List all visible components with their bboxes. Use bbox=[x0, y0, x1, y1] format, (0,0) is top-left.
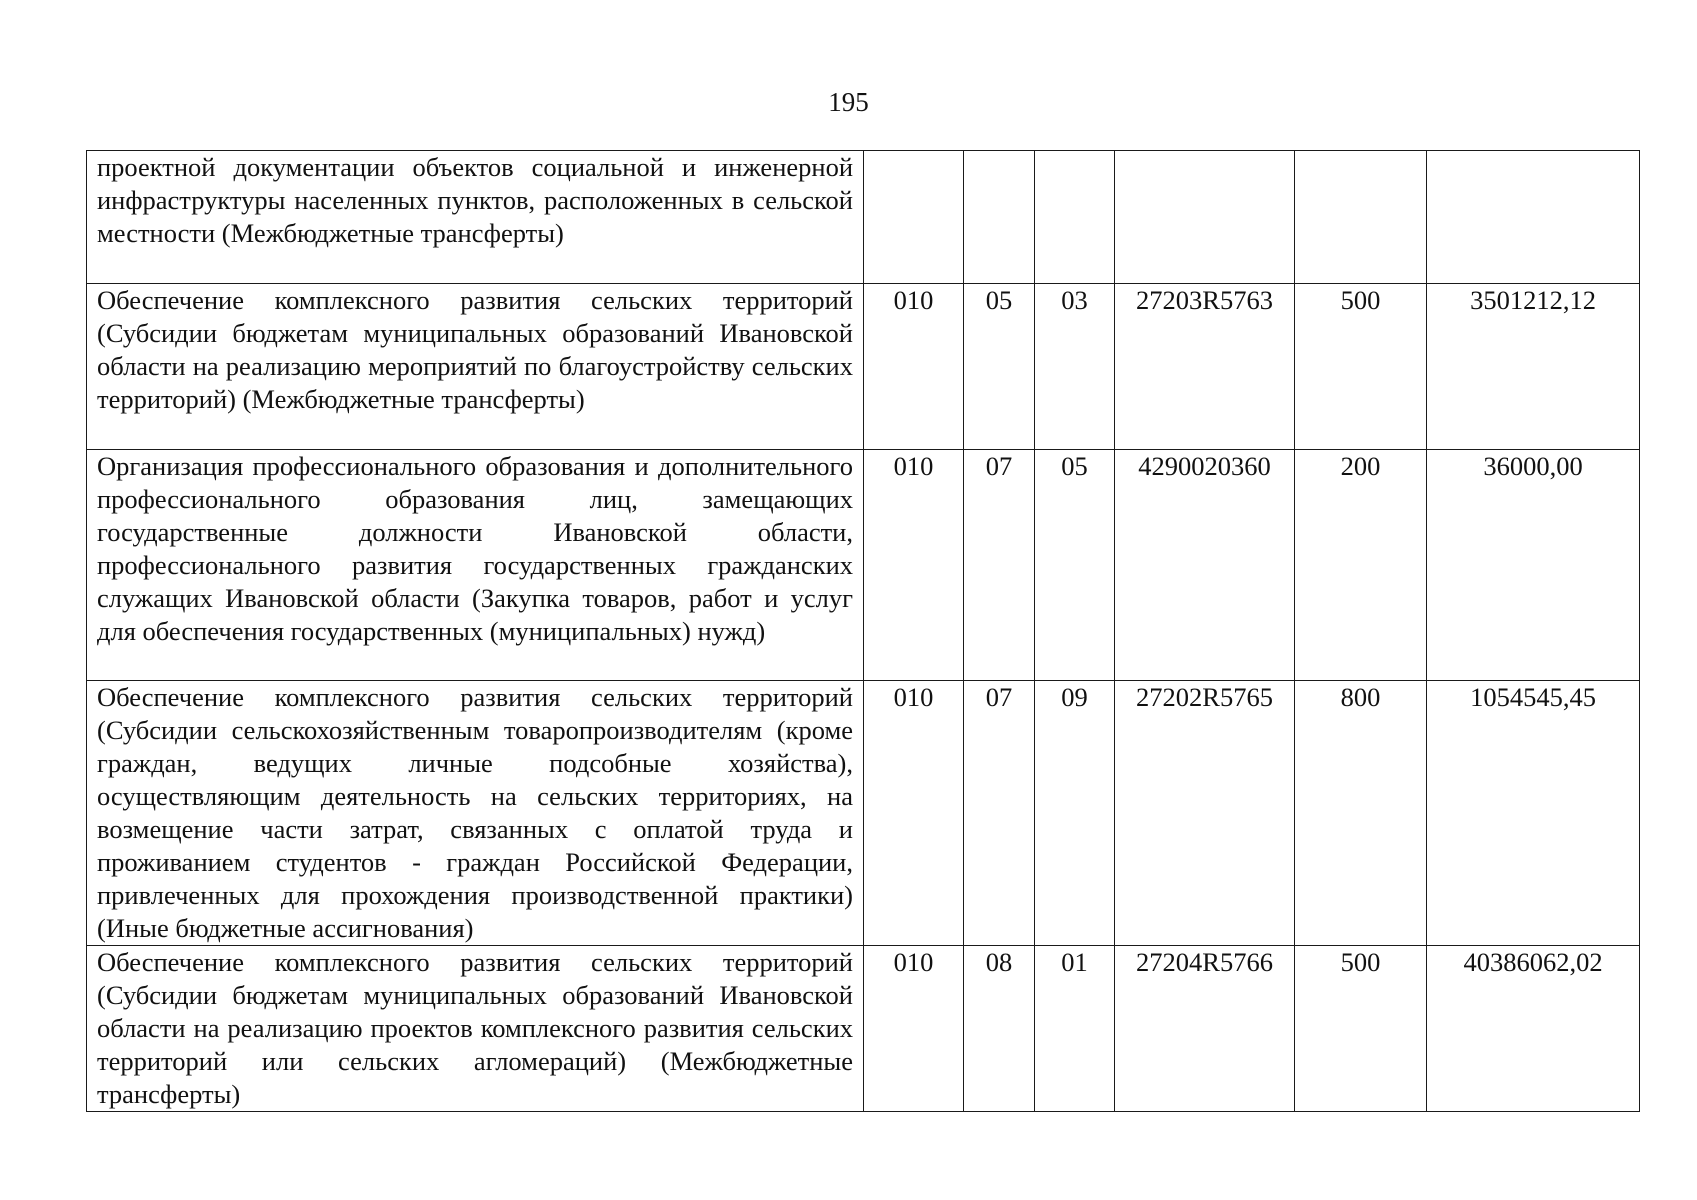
row-description: Обеспечение комплексного развития сельских территорий (Субсидии бюджетам муниципальных образований Ивановской области на реализацию мероприятий по благоустройству сельских территорий) (Межбюджетные трансферты) bbox=[87, 284, 864, 450]
table-row bbox=[87, 284, 1640, 450]
prz-code bbox=[1035, 151, 1115, 284]
prz-code: 05 bbox=[1035, 450, 1115, 681]
amount: 3501212,12 bbox=[1427, 284, 1640, 450]
table-row bbox=[87, 450, 1640, 681]
table-row bbox=[87, 946, 1640, 1112]
rz-code: 05 bbox=[964, 284, 1035, 450]
vr-code: 500 bbox=[1295, 284, 1427, 450]
amount: 36000,00 bbox=[1427, 450, 1640, 681]
amount: 1054545,45 bbox=[1427, 681, 1640, 946]
csr-code: 27202R5765 bbox=[1115, 681, 1295, 946]
vr-code: 200 bbox=[1295, 450, 1427, 681]
page-number: 195 bbox=[828, 87, 869, 117]
budget-table bbox=[86, 150, 1640, 1112]
prz-code: 03 bbox=[1035, 284, 1115, 450]
rz-code: 07 bbox=[964, 681, 1035, 946]
rz-code: 08 bbox=[964, 946, 1035, 1112]
prz-code: 01 bbox=[1035, 946, 1115, 1112]
amount: 40386062,02 bbox=[1427, 946, 1640, 1112]
gr-code: 010 bbox=[864, 450, 964, 681]
vr-code: 800 bbox=[1295, 681, 1427, 946]
gr-code: 010 bbox=[864, 681, 964, 946]
csr-code: 27203R5763 bbox=[1115, 284, 1295, 450]
row-description: проектной документации объектов социальной и инженерной инфраструктуры населенных пунктов, расположенных в сельской местности (Межбюджетные трансферты) bbox=[87, 151, 864, 284]
table-row bbox=[87, 681, 1640, 946]
csr-code bbox=[1115, 151, 1295, 284]
vr-code: 500 bbox=[1295, 946, 1427, 1112]
rz-code bbox=[964, 151, 1035, 284]
csr-code: 27204R5766 bbox=[1115, 946, 1295, 1112]
gr-code: 010 bbox=[864, 946, 964, 1112]
amount bbox=[1427, 151, 1640, 284]
row-description: Обеспечение комплексного развития сельских территорий (Субсидии бюджетам муниципальных образований Ивановской области на реализацию проектов комплексного развития сельских территорий или сельских агломераций) (Межбюджетные трансферты) bbox=[87, 946, 864, 1112]
table-row bbox=[87, 151, 1640, 284]
row-description: Организация профессионального образования и дополнительного профессионального образования лиц, замещающих государственные должности Ивановской области, профессионального развития государственных гражданских служащих Ивановской области (Закупка товаров, работ и услуг для обеспечения государственных (муниципальных) нужд) bbox=[87, 450, 864, 681]
rz-code: 07 bbox=[964, 450, 1035, 681]
prz-code: 09 bbox=[1035, 681, 1115, 946]
csr-code: 4290020360 bbox=[1115, 450, 1295, 681]
gr-code: 010 bbox=[864, 284, 964, 450]
row-description: Обеспечение комплексного развития сельских территорий (Субсидии сельскохозяйственным товаропроизводителям (кроме граждан, ведущих личные подсобные хозяйства), осуществляющим деятельность на сельских территориях, на возмещение части затрат, связанных с оплатой труда и проживанием студентов - граждан Российской Федерации, привлеченных для прохождения производственной практики) (Иные бюджетные ассигнования) bbox=[87, 681, 864, 946]
vr-code bbox=[1295, 151, 1427, 284]
gr-code bbox=[864, 151, 964, 284]
